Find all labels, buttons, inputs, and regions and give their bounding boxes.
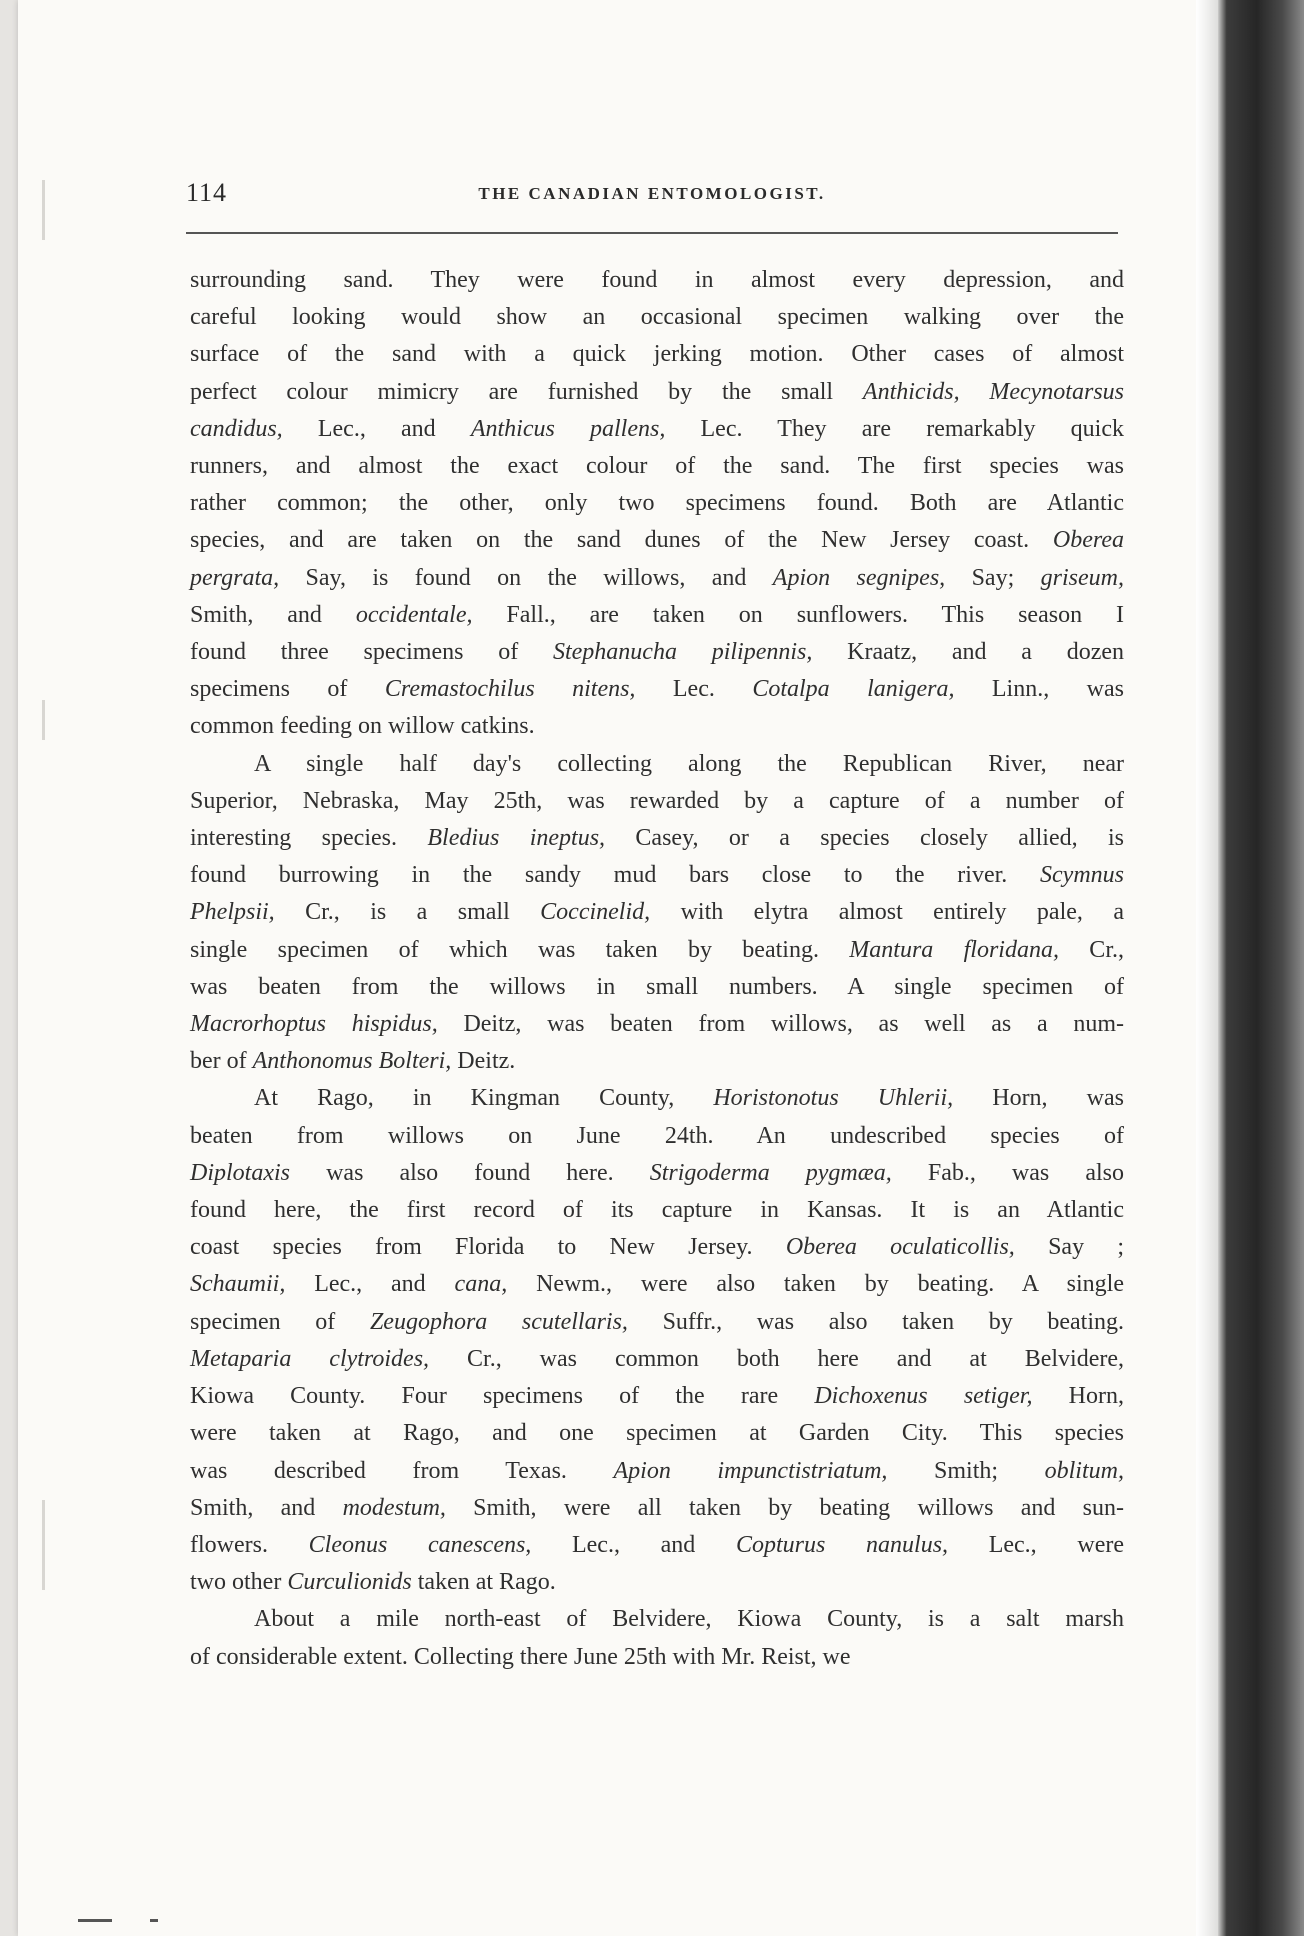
text-run: flowers. <box>190 1531 309 1558</box>
species-name: Strigoderma pygmæa, <box>649 1159 892 1186</box>
species-name: Metaparia clytroides, <box>190 1345 430 1372</box>
text-run: Casey, or a species closely allied, is <box>605 825 1124 852</box>
header-rule <box>186 232 1118 234</box>
species-name: Macrorhoptus hispidus, <box>190 1011 438 1038</box>
text-run: surrounding sand. They were found in almost every depression, and <box>190 267 1124 293</box>
scan-mark <box>78 1919 112 1922</box>
text-line <box>190 1043 1124 1080</box>
text-line <box>190 932 1124 969</box>
paragraph <box>190 746 1124 1081</box>
text-line <box>190 560 1124 597</box>
species-name: Stephanucha pilipennis, <box>552 639 813 666</box>
text-run: found burrowing in the sandy mud bars close to the river. <box>190 862 1041 889</box>
text-run: About a mile north-east of Belvidere, Kiowa County, is a salt marsh <box>254 1606 1124 1633</box>
text-line <box>190 336 1124 373</box>
species-name: Oberea oculaticollis, <box>785 1234 1015 1261</box>
text-line <box>190 522 1124 559</box>
text-run: Fall., are taken on sunflowers. This season I <box>472 601 1124 628</box>
text-run: species, and are taken on the sand dunes of the New Jersey coast. <box>190 527 1053 554</box>
text-line <box>190 299 1124 336</box>
species-name: Scymnus <box>1040 862 1124 889</box>
text-line <box>190 1080 1124 1117</box>
species-name: Anthicids, Mecynotarsus <box>862 378 1124 405</box>
text-run: Say, is found on the willows, and <box>279 564 773 591</box>
species-name: Phelpsii, <box>190 899 275 926</box>
text-line <box>190 1006 1124 1043</box>
text-line <box>190 262 1124 299</box>
text-run: Lec. They are remarkably quick <box>665 415 1124 442</box>
text-line <box>190 820 1124 857</box>
species-name: Diplotaxis <box>190 1159 290 1186</box>
text-run: Kraatz, and a dozen <box>812 639 1125 666</box>
species-name: Bledius ineptus, <box>427 825 606 852</box>
species-name: oblitum, <box>1044 1457 1124 1484</box>
scan-mark <box>42 700 45 740</box>
scan-mark <box>150 1919 158 1922</box>
text-run: specimen of <box>190 1308 370 1335</box>
text-line <box>190 1601 1124 1638</box>
text-run: At Rago, in Kingman County, <box>254 1085 714 1112</box>
text-run: Cr., is a small <box>274 899 541 926</box>
text-run: found three specimens of <box>190 639 553 666</box>
species-name: Copturus nanulus, <box>735 1531 949 1558</box>
text-line <box>190 857 1124 894</box>
text-run: was described from Texas. <box>190 1457 614 1484</box>
text-run: single specimen of which was taken by beating. <box>190 936 850 963</box>
text-line <box>190 1490 1124 1527</box>
text-run: Lec., and <box>285 1271 455 1298</box>
text-line <box>190 1527 1124 1564</box>
species-name: Dichoxenus setiger, <box>814 1383 1033 1410</box>
text-run: Fab., was also <box>891 1159 1124 1186</box>
text-run: was beaten from the willows in small numbers. A single specimen of <box>190 973 1124 1000</box>
text-line <box>190 708 1124 745</box>
text-run: ber of <box>190 1048 253 1075</box>
species-name: cana, <box>454 1271 508 1298</box>
text-line <box>190 671 1124 708</box>
text-run: interesting species. <box>190 825 428 852</box>
paragraph <box>190 262 1124 746</box>
page-number: 114 <box>186 178 228 207</box>
species-name: Cremastochilus nitens, <box>384 676 636 703</box>
text-run: with elytra almost entirely pale, a <box>650 899 1124 926</box>
scan-mark <box>42 1500 45 1590</box>
text-run: Deitz. <box>451 1048 516 1075</box>
text-run: common feeding on willow catkins. <box>190 713 535 740</box>
text-run: two other <box>190 1569 288 1596</box>
text-run: Deitz, was beaten from willows, as well as a num- <box>437 1011 1124 1038</box>
text-line <box>190 894 1124 931</box>
text-run: Lec., and <box>531 1531 736 1558</box>
species-name: occidentale, <box>355 601 473 628</box>
text-line <box>190 485 1124 522</box>
text-run: taken at Rago. <box>411 1569 556 1596</box>
paragraph <box>190 1601 1124 1675</box>
text-line <box>190 1453 1124 1490</box>
text-line <box>190 374 1124 411</box>
species-name: pergrata, <box>190 564 280 591</box>
text-line <box>190 1564 1124 1601</box>
paragraph <box>190 1080 1124 1601</box>
text-run: Horn, <box>1032 1383 1124 1410</box>
species-name: Oberea <box>1052 527 1124 554</box>
text-run: Suffr., was also taken by beating. <box>627 1308 1125 1335</box>
text-run: Lec., and <box>282 415 471 442</box>
text-run: surface of the sand with a quick jerking motion. Other cases of almost <box>190 341 1124 368</box>
text-run: Say ; <box>1014 1234 1124 1261</box>
species-name: Cotalpa lanigera, <box>752 676 955 703</box>
text-run: coast species from Florida to New Jersey. <box>190 1234 786 1261</box>
text-run: specimens of <box>190 676 385 703</box>
text-line <box>190 746 1124 783</box>
text-line <box>190 1378 1124 1415</box>
text-line <box>190 1266 1124 1303</box>
text-line <box>190 1341 1124 1378</box>
text-run: Lec., were <box>948 1531 1124 1558</box>
text-run: A single half day's collecting along the Republican River, near <box>254 750 1124 777</box>
species-name: Coccinelid, <box>540 899 651 926</box>
text-run: Smith, were all taken by beating willows and sun- <box>445 1494 1124 1521</box>
species-name: Anthicus pallens, <box>470 415 666 442</box>
text-line <box>190 1229 1124 1266</box>
species-name: Zeugophora scutellaris, <box>369 1308 628 1335</box>
text-line <box>190 1192 1124 1229</box>
species-name: Anthonomus Bolteri, <box>252 1048 452 1075</box>
species-name: griseum, <box>1040 564 1124 591</box>
text-line <box>190 1415 1124 1452</box>
scan-mark <box>42 180 45 240</box>
page-header <box>186 178 1118 218</box>
article-body <box>190 262 1124 1676</box>
text-run: Horn, was <box>953 1085 1124 1112</box>
text-run: found here, the first record of its capture in Kansas. It is an Atlantic <box>190 1197 1124 1224</box>
species-name: Apion impunctistriatum, <box>613 1457 888 1484</box>
species-name: modestum, <box>342 1494 446 1521</box>
text-run: perfect colour mimicry are furnished by the small <box>190 378 863 405</box>
species-name: Schaumii, <box>190 1271 286 1298</box>
text-run: Linn., was <box>954 676 1124 703</box>
text-line <box>190 448 1124 485</box>
text-run: Smith; <box>887 1457 1045 1484</box>
text-run: careful looking would show an occasional specimen walking over the <box>190 304 1124 331</box>
text-line <box>190 634 1124 671</box>
running-head: THE CANADIAN ENTOMOLOGIST. <box>478 184 826 203</box>
species-name: Mantura floridana, <box>849 936 1059 963</box>
text-line <box>190 1304 1124 1341</box>
text-run: were taken at Rago, and one specimen at Garden City. This species <box>190 1420 1124 1447</box>
text-line <box>190 1639 1124 1676</box>
text-run: Superior, Nebraska, May 25th, was rewarded by a capture of a number of <box>190 787 1124 814</box>
text-run: Smith, and <box>190 601 356 628</box>
text-line <box>190 783 1124 820</box>
text-run: runners, and almost the exact colour of the sand. The first species was <box>190 453 1124 480</box>
species-name: Apion segnipes, <box>772 564 946 591</box>
text-run: Lec. <box>635 676 753 703</box>
species-name: candidus, <box>190 415 283 442</box>
book-binding <box>1218 0 1304 1936</box>
species-name: Horistonotus Uhlerii, <box>713 1085 954 1112</box>
text-run: Smith, and <box>190 1494 343 1521</box>
species-name: Curculionids <box>287 1569 412 1596</box>
text-line <box>190 411 1124 448</box>
text-run: Kiowa County. Four specimens of the rare <box>190 1383 815 1410</box>
species-name: Cleonus canescens, <box>308 1531 532 1558</box>
text-run: Say; <box>945 564 1041 591</box>
text-line <box>190 969 1124 1006</box>
text-run: of considerable extent. Collecting there June 25th with Mr. Reist, we <box>190 1643 851 1670</box>
text-run: beaten from willows on June 24th. An undescribed species of <box>190 1122 1124 1149</box>
text-line <box>190 1118 1124 1155</box>
text-run: Cr., <box>1058 936 1124 963</box>
text-run: Newm., were also taken by beating. A single <box>507 1271 1124 1298</box>
text-run: rather common; the other, only two specimens found. Both are Atlantic <box>190 490 1124 517</box>
text-run: was also found here. <box>290 1159 650 1186</box>
text-line <box>190 597 1124 634</box>
text-line <box>190 1155 1124 1192</box>
text-run: Cr., was common both here and at Belvidere, <box>429 1345 1125 1372</box>
